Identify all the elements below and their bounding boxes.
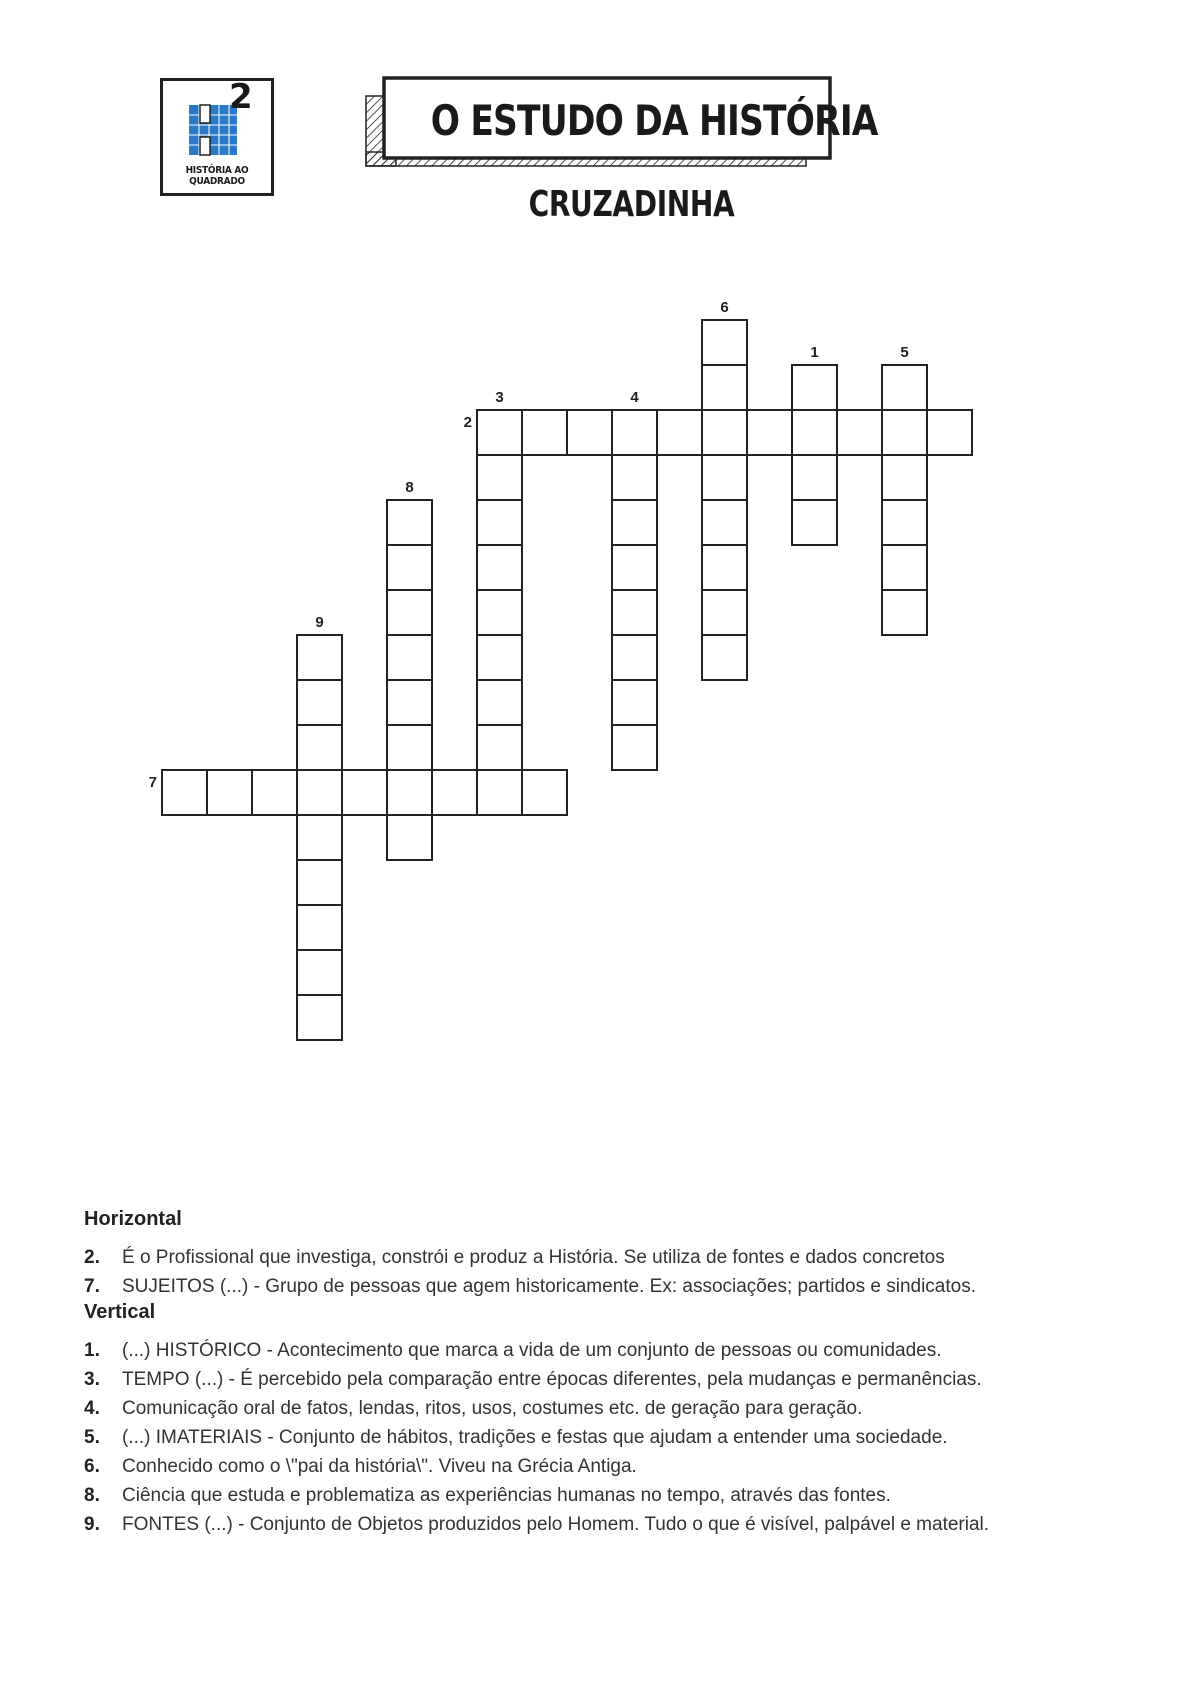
clue-text: (...) IMATERIAIS - Conjunto de hábitos, tradições e festas que ajudam a entender uma sociedade. xyxy=(122,1426,948,1448)
crossword-cell[interactable] xyxy=(342,770,387,815)
crossword-cell[interactable] xyxy=(477,680,522,725)
crossword-cell[interactable] xyxy=(612,590,657,635)
clue-text: Conhecido como o \"pai da história\". Viveu na Grécia Antiga. xyxy=(122,1455,637,1477)
crossword-cell[interactable] xyxy=(567,410,612,455)
crossword-cell[interactable] xyxy=(297,860,342,905)
crossword-cell[interactable] xyxy=(837,410,882,455)
clue-across-7 xyxy=(84,1272,1144,1301)
crossword-cell[interactable] xyxy=(702,410,747,455)
crossword-cell[interactable] xyxy=(432,770,477,815)
crossword-cell[interactable] xyxy=(792,365,837,410)
crossword-cell[interactable] xyxy=(387,635,432,680)
crossword-cell[interactable] xyxy=(702,635,747,680)
clue-text: FONTES (...) - Conjunto de Objetos produzidos pelo Homem. Tudo o que é visível, palpável e material. xyxy=(122,1513,990,1535)
vertical-heading: Vertical xyxy=(84,1301,156,1323)
clue-down-3 xyxy=(84,1365,1144,1394)
clue-text: TEMPO (...) - É percebido pela comparação entre épocas diferentes, pela mudanças e permanências. xyxy=(122,1368,982,1390)
crossword-cell[interactable] xyxy=(297,950,342,995)
crossword-cell[interactable] xyxy=(297,815,342,860)
crossword-cell[interactable] xyxy=(252,770,297,815)
crossword-cell[interactable] xyxy=(387,680,432,725)
crossword-cell[interactable] xyxy=(882,590,927,635)
clue-number: 1. xyxy=(84,1339,100,1361)
clue-number: 9. xyxy=(84,1513,100,1535)
page-subtitle: CRUZADINHA xyxy=(528,184,735,225)
clue-text: Ciência que estuda e problematiza as experiências humanas no tempo, através das fontes. xyxy=(122,1484,891,1506)
crossword-number-4: 4 xyxy=(630,389,639,406)
crossword-cell[interactable] xyxy=(612,455,657,500)
clue-down-8 xyxy=(84,1481,1144,1510)
crossword-cell[interactable] xyxy=(792,410,837,455)
crossword-number-3: 3 xyxy=(495,389,504,406)
crossword-number-8: 8 xyxy=(405,479,414,496)
clue-down-9 xyxy=(84,1510,1144,1539)
clue-text: É o Profissional que investiga, constrói e produz a História. Se utiliza de fontes e dados concretos xyxy=(122,1246,945,1268)
crossword-cell[interactable] xyxy=(477,545,522,590)
clue-down-1 xyxy=(84,1336,1144,1365)
crossword-cell[interactable] xyxy=(387,545,432,590)
crossword-cell[interactable] xyxy=(207,770,252,815)
crossword-cell[interactable] xyxy=(297,635,342,680)
crossword-cell[interactable] xyxy=(387,500,432,545)
crossword-cell[interactable] xyxy=(747,410,792,455)
clue-number: 4. xyxy=(84,1397,100,1419)
crossword-cell[interactable] xyxy=(297,905,342,950)
crossword-number-9: 9 xyxy=(315,614,324,631)
logo-mark: 2 xyxy=(229,77,253,117)
crossword-cell[interactable] xyxy=(702,500,747,545)
crossword-cell[interactable] xyxy=(702,320,747,365)
clue-across-2 xyxy=(84,1243,1144,1272)
crossword-cell[interactable] xyxy=(882,365,927,410)
crossword-cell[interactable] xyxy=(612,725,657,770)
clues-section xyxy=(84,1208,1144,1539)
clue-down-5 xyxy=(84,1423,1144,1452)
crossword-cell[interactable] xyxy=(792,455,837,500)
crossword-cell[interactable] xyxy=(387,770,432,815)
crossword-cell[interactable] xyxy=(882,410,927,455)
vertical-clues-list xyxy=(84,1336,1144,1539)
clue-number: 5. xyxy=(84,1426,100,1448)
crossword-cell[interactable] xyxy=(612,680,657,725)
crossword-cell[interactable] xyxy=(477,410,522,455)
page-title: O ESTUDO DA HISTÓRIA xyxy=(430,96,878,145)
crossword-cell[interactable] xyxy=(297,995,342,1040)
crossword-number-2: 2 xyxy=(463,414,472,431)
horizontal-heading: Horizontal xyxy=(84,1208,182,1230)
crossword-number-5: 5 xyxy=(900,344,909,361)
crossword-cell[interactable] xyxy=(657,410,702,455)
crossword-cell[interactable] xyxy=(702,545,747,590)
crossword-cell[interactable] xyxy=(387,815,432,860)
crossword-cell[interactable] xyxy=(612,635,657,680)
clue-text: SUJEITOS (...) - Grupo de pessoas que agem historicamente. Ex: associações; partidos e sindicatos. xyxy=(122,1275,976,1297)
logo-line-2: QUADRADO xyxy=(189,176,245,187)
crossword-cell[interactable] xyxy=(522,410,567,455)
crossword-cell[interactable] xyxy=(387,590,432,635)
crossword-cell[interactable] xyxy=(477,455,522,500)
clue-down-6 xyxy=(84,1452,1144,1481)
crossword-number-6: 6 xyxy=(720,299,729,316)
crossword-cell[interactable] xyxy=(297,680,342,725)
clue-number: 7. xyxy=(84,1275,100,1297)
crossword-cell[interactable] xyxy=(792,500,837,545)
crossword-cell[interactable] xyxy=(477,500,522,545)
crossword-cell[interactable] xyxy=(702,365,747,410)
logo-line-1: HISTÓRIA AO xyxy=(185,165,249,176)
crossword-cell[interactable] xyxy=(477,590,522,635)
clue-text: Comunicação oral de fatos, lendas, ritos, usos, costumes etc. de geração para geração. xyxy=(122,1397,863,1419)
crossword-cell[interactable] xyxy=(702,590,747,635)
crossword-cell[interactable] xyxy=(927,410,972,455)
clue-number: 8. xyxy=(84,1484,100,1506)
crossword-cell[interactable] xyxy=(882,455,927,500)
crossword-cell[interactable] xyxy=(297,725,342,770)
clue-number: 3. xyxy=(84,1368,100,1390)
crossword-cell[interactable] xyxy=(162,770,207,815)
crossword-cell[interactable] xyxy=(882,500,927,545)
clue-text: (...) HISTÓRICO - Acontecimento que marca a vida de um conjunto de pessoas ou comunidades. xyxy=(122,1339,942,1361)
crossword-cell[interactable] xyxy=(612,545,657,590)
crossword-cell[interactable] xyxy=(477,635,522,680)
crossword-cell[interactable] xyxy=(882,545,927,590)
clue-down-4 xyxy=(84,1394,1144,1423)
crossword-cell[interactable] xyxy=(612,410,657,455)
crossword-cell[interactable] xyxy=(477,770,522,815)
crossword-cell[interactable] xyxy=(297,770,342,815)
clue-number: 2. xyxy=(84,1246,100,1268)
clue-number: 6. xyxy=(84,1455,100,1477)
horizontal-clues-list xyxy=(84,1243,1144,1301)
crossword-cell[interactable] xyxy=(522,770,567,815)
crossword-cell[interactable] xyxy=(702,455,747,500)
crossword-number-7: 7 xyxy=(148,774,157,791)
crossword-cell[interactable] xyxy=(387,725,432,770)
crossword-number-1: 1 xyxy=(810,344,819,361)
crossword-cell[interactable] xyxy=(477,725,522,770)
crossword-cell[interactable] xyxy=(612,500,657,545)
